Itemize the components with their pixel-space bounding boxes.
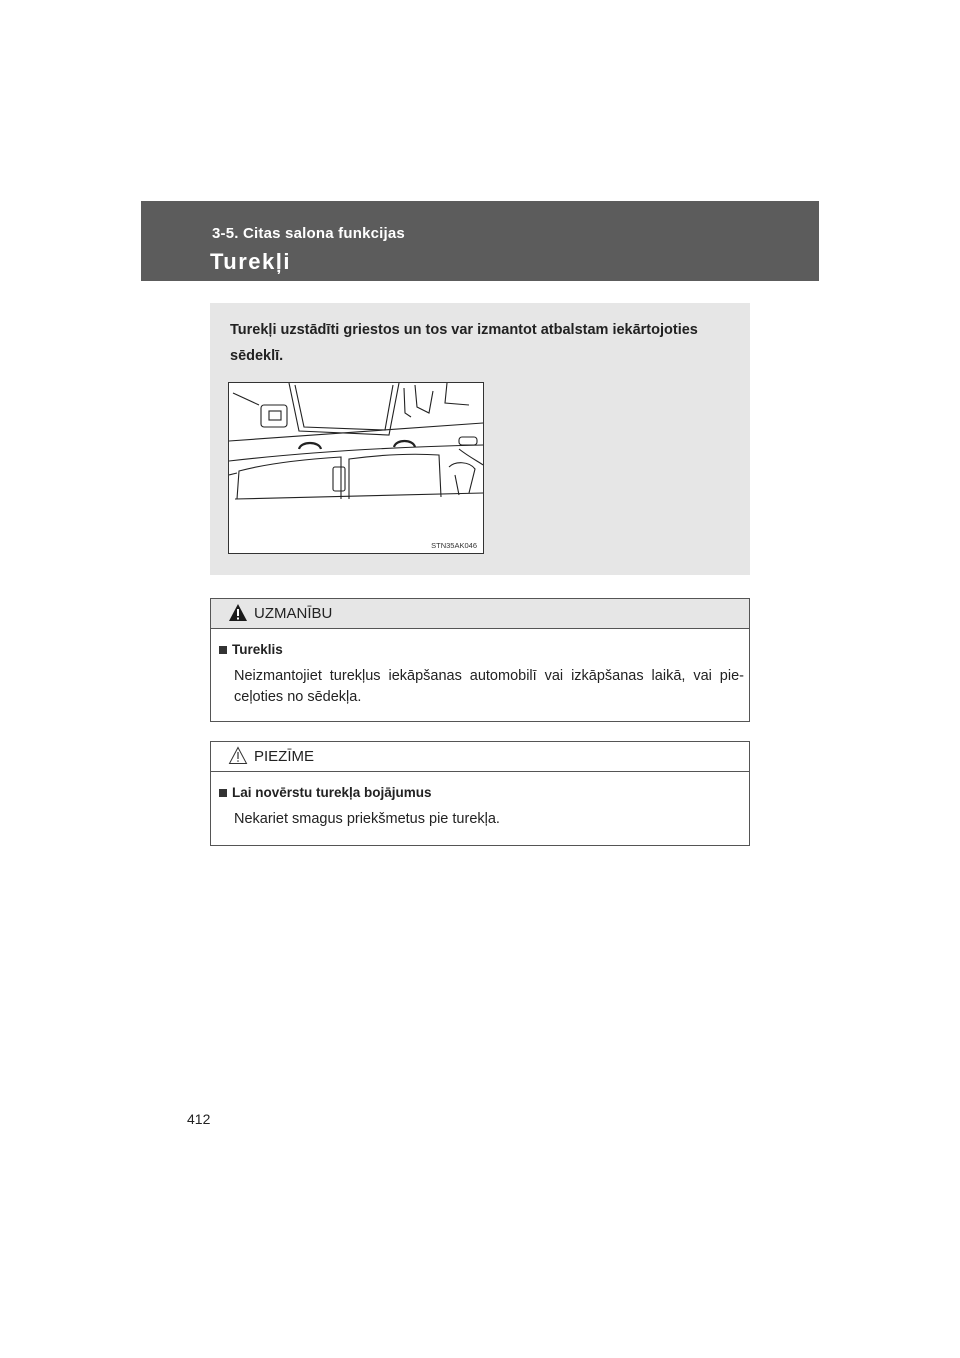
figure-code: STN35AK046 xyxy=(431,541,477,550)
notice-box xyxy=(210,741,750,846)
grab-handle-illustration xyxy=(228,382,484,554)
intro-panel xyxy=(210,303,750,575)
notice-label: PIEZĪME xyxy=(254,748,315,765)
square-bullet-icon xyxy=(219,646,227,654)
page-number: 412 xyxy=(187,1111,211,1127)
square-bullet-icon xyxy=(219,789,227,797)
caution-header xyxy=(211,599,749,629)
section-title: 3-5. Citas salona funkcijas xyxy=(212,225,405,242)
notice-header xyxy=(211,742,749,772)
caution-box xyxy=(210,598,750,722)
notice-item-text: Nekariet smagus priekšmetus pie turekļa. xyxy=(234,811,500,827)
caution-label: UZMANĪBU xyxy=(254,605,333,622)
notice-item-title: Lai novērstu turekļa bojājumus xyxy=(219,785,432,800)
caution-item-text: Neizmantojiet turekļus iekāpšanas automobilī vai izkāpšanas laikā, vai pie-ceļoties no sēdekļa. xyxy=(234,668,744,705)
caution-item-title: Tureklis xyxy=(219,642,283,657)
intro-text: Turekļi uzstādīti griestos un tos var izmantot atbalstam iekārtojoties sēdeklī. xyxy=(230,322,698,364)
chapter-header xyxy=(141,201,819,281)
warning-icon xyxy=(228,603,248,622)
car-interior-drawing xyxy=(229,383,483,553)
page-title: Turekļi xyxy=(210,249,292,274)
notice-icon xyxy=(228,746,248,765)
